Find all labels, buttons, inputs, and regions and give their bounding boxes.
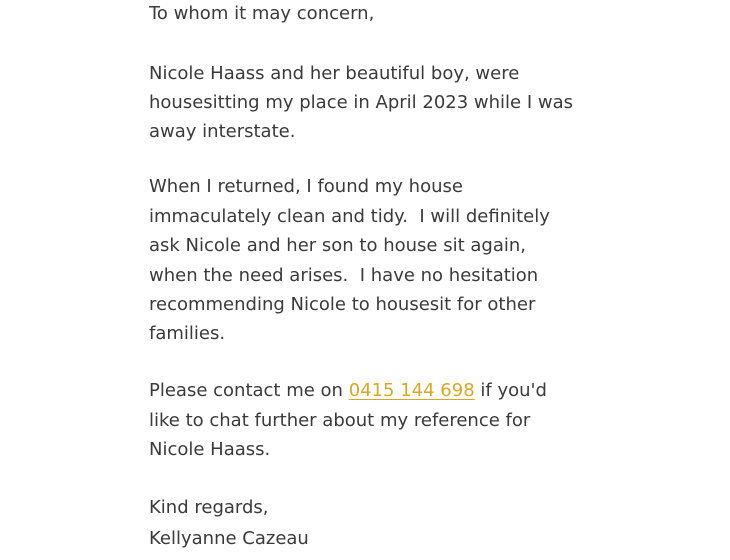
contact-line-3: Nicole Haass. [149, 439, 271, 460]
paragraph-2-line-1: When I returned, I found my house [149, 176, 463, 197]
closing: Kind regards, [149, 497, 269, 518]
paragraph-2-line-3: ask Nicole and her son to house sit again, [149, 235, 527, 256]
contact-line-2: like to chat further about my reference for [149, 410, 531, 431]
paragraph-1-line-3: away interstate. [149, 121, 296, 142]
paragraph-1-line-1: Nicole Haass and her beautiful boy, were [149, 63, 520, 84]
contact-text-after: if you'd [474, 380, 547, 401]
paragraph-2-line-2: immaculately clean and tidy. I will definitely [149, 206, 550, 227]
salutation: To whom it may concern, [149, 3, 375, 24]
phone-link[interactable]: 0415 144 698 [348, 380, 475, 401]
paragraph-1-line-2: housesitting my place in April 2023 while I was [149, 92, 574, 113]
paragraph-2-line-5: recommending Nicole to housesit for other [149, 294, 536, 315]
contact-line-1 [149, 379, 547, 403]
paragraph-2-line-4: when the need arises. I have no hesitation [149, 265, 539, 286]
signature-name: Kellyanne Cazeau [149, 528, 309, 549]
contact-text-before: Please contact me on [149, 380, 349, 401]
paragraph-2-line-6: families. [149, 323, 226, 344]
